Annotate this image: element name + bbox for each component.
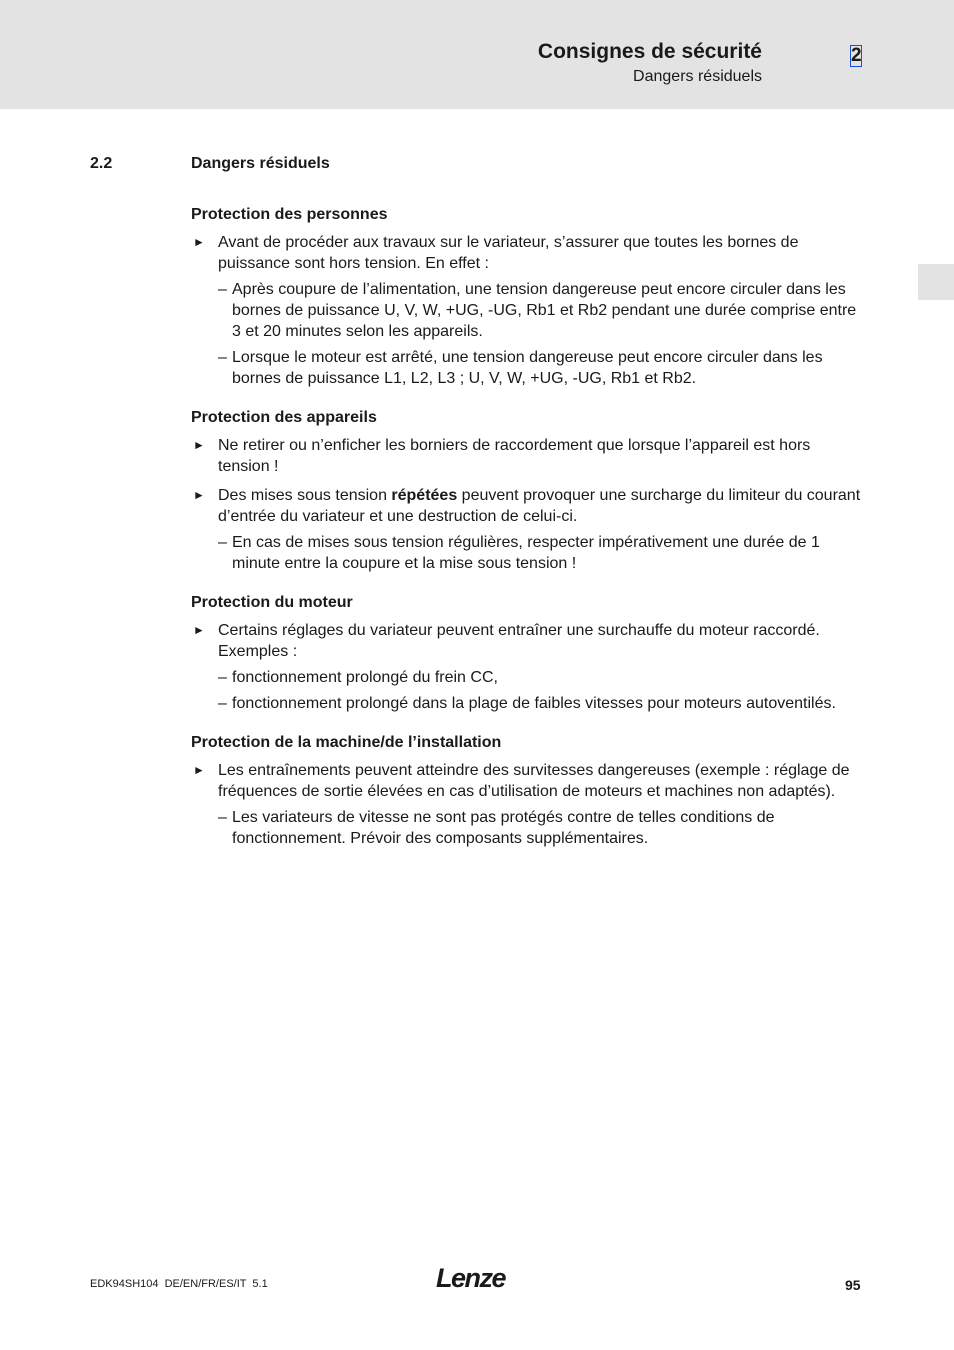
bullet-arrow-icon: ► xyxy=(193,235,205,249)
page-number: 95 xyxy=(845,1277,861,1293)
sub-heading: Protection des appareils xyxy=(191,409,377,426)
bullet-item xyxy=(191,620,861,662)
chapter-side-tab xyxy=(918,264,954,300)
bullet-text-after: peuvent provoquer une surcharge du limiteur du courant d’entrée du variateur et une destruction de celui-ci. xyxy=(218,487,861,525)
dash-text: Les variateurs de vitesse ne sont pas protégés contre de telles conditions de fonctionnement. Prévoir des composants supplémentaires. xyxy=(232,809,775,847)
bullet-arrow-icon: ► xyxy=(193,488,205,502)
sub-heading: Protection de la machine/de l’installation xyxy=(191,734,502,751)
group-protection-personnes xyxy=(191,204,861,389)
dash-text: En cas de mises sous tension régulières, respecter impérativement une durée de 1 minute entre la coupure et la mise sous tension ! xyxy=(232,534,820,572)
sub-heading: Protection du moteur xyxy=(191,594,353,611)
bullet-text: Les entraînements peuvent atteindre des survitesses dangereuses (exemple : réglage de fréquences de sortie élevées en cas d’utilisation de moteurs et machines non adaptés). xyxy=(218,762,850,800)
main-content xyxy=(191,204,861,867)
sub-heading: Protection des personnes xyxy=(191,206,388,223)
group-protection-appareils xyxy=(191,407,861,574)
bullet-item xyxy=(191,760,861,802)
dash-item xyxy=(191,693,861,714)
section-title: Dangers résiduels xyxy=(191,155,330,172)
dash-item xyxy=(191,347,861,389)
dash-text: Après coupure de l’alimentation, une tension dangereuse peut encore circuler dans les bornes de puissance U, V, W, +UG, -UG, Rb1 et Rb2 pendant une durée comprise entre 3 et 20 minutes selon les appareils. xyxy=(232,281,857,340)
dash-item xyxy=(191,807,861,849)
footer-document-id: EDK94SH104 DE/EN/FR/ES/IT 5.1 xyxy=(90,1278,268,1290)
dash-mark: – xyxy=(218,669,227,686)
dash-mark: – xyxy=(218,534,227,551)
bullet-text: Ne retirer ou n’enficher les borniers de raccordement que lorsque l’appareil est hors tension ! xyxy=(218,437,811,475)
bullet-arrow-icon: ► xyxy=(193,763,205,777)
dash-mark: – xyxy=(218,281,227,298)
bullet-text-before: Des mises sous tension xyxy=(218,487,392,504)
group-protection-moteur xyxy=(191,592,861,714)
dash-item xyxy=(191,532,861,574)
dash-mark: – xyxy=(218,349,227,366)
bullet-item xyxy=(191,435,861,477)
header-title: Consignes de sécurité xyxy=(537,40,762,63)
bullet-text: Certains réglages du variateur peuvent entraîner une surchauffe du moteur raccordé. Exemples : xyxy=(218,622,820,660)
bullet-item xyxy=(191,485,861,527)
chapter-number-link[interactable]: 2 xyxy=(851,45,862,66)
bullet-item xyxy=(191,232,861,274)
dash-text: Lorsque le moteur est arrêté, une tension dangereuse peut encore circuler dans les bornes de puissance L1, L2, L3 ; U, V, W, +UG, -UG, Rb1 et Rb2. xyxy=(232,349,823,387)
dash-mark: – xyxy=(218,695,227,712)
dash-item xyxy=(191,667,861,688)
header-subtitle: Dangers résiduels xyxy=(633,68,762,85)
bullet-arrow-icon: ► xyxy=(193,623,205,637)
dash-text: fonctionnement prolongé dans la plage de faibles vitesses pour moteurs autoventilés. xyxy=(232,695,836,712)
bullet-arrow-icon: ► xyxy=(193,438,205,452)
dash-text: fonctionnement prolongé du frein CC, xyxy=(232,669,498,686)
dash-item xyxy=(191,279,861,342)
bullet-text: Avant de procéder aux travaux sur le variateur, s’assurer que toutes les bornes de puissance sont hors tension. En effet : xyxy=(218,234,799,272)
group-protection-machine xyxy=(191,732,861,849)
header-band xyxy=(0,0,954,109)
bullet-text-emphasis: répétées xyxy=(391,487,458,504)
dash-mark: – xyxy=(218,809,227,826)
section-number: 2.2 xyxy=(90,155,113,172)
lenze-logo: Lenze xyxy=(436,1263,506,1293)
